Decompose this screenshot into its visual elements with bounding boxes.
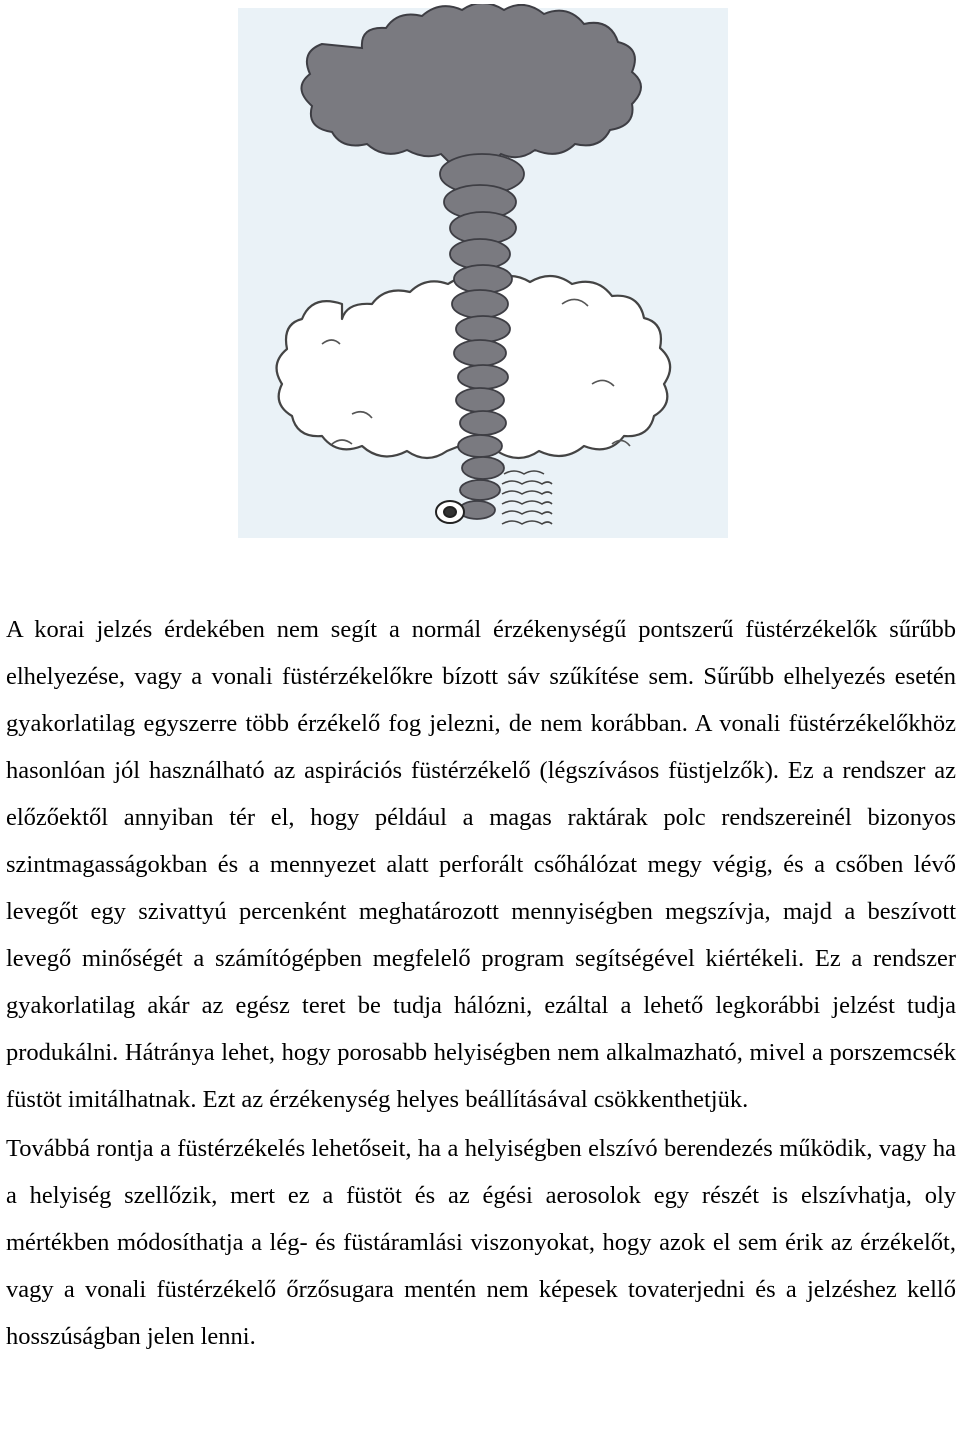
fire-source	[436, 501, 464, 523]
body-text	[6, 606, 956, 1360]
smoke-plume-figure	[232, 4, 732, 544]
smoke-plume-illustration-icon	[232, 4, 732, 544]
paragraph: Továbbá rontja a füstérzékelés lehetőseit, ha a helyiségben elszívó berendezés működik, vagy ha a helyiség szellőzik, mert ez a füstöt és az égési aerosolok egy részét is elszívhatja, oly mértékben módosíthatja a lég- és füstáramlási viszonyokat, hogy azok el sem érik az érzékelőt, vagy a vonali füstérzékelő őrzősugara mentén nem képesek tovaterjedni és a jelzéshez kellő hosszúságban jelen lenni.	[6, 1135, 956, 1350]
paragraph: A korai jelzés érdekében nem segít a normál érzékenységű pontszerű füstérzékelők sűrűbb elhelyezése, vagy a vonali füstérzékelőkre bízott sáv szűkítése sem. Sűrűbb elhelyezés esetén gyakorlatilag egyszerre több érzékelő fog jelezni, de nem korábban. A vonali füstérzékelőkhöz hasonlóan jól használható az aspirációs füstérzékelő (légszívásos füstjelzők). Ez a rendszer az előzőektől annyiban tér el, hogy például a magas raktárak polc rendszereinél bizonyos szintmagasságokban és a mennyezet alatt perforált csőhálózat megy végig, és a csőben lévő levegőt egy szivattyú percenként meghatározott mennyiségben megszívja, majd a beszívott levegő minőségét a számítógépben megfelelő program segítségével kiértékeli. Ez a rendszer gyakorlatilag akár az egész teret be tudja hálózni, ezáltal a lehető legkorábbi jelzést tudja produkálni. Hátránya lehet, hogy porosabb helyiségben nem alkalmazható, mivel a porszemcsék füstöt imitálhatnak. Ezt az érzékenység helyes beállításával csökkenthetjük.	[6, 616, 956, 1113]
